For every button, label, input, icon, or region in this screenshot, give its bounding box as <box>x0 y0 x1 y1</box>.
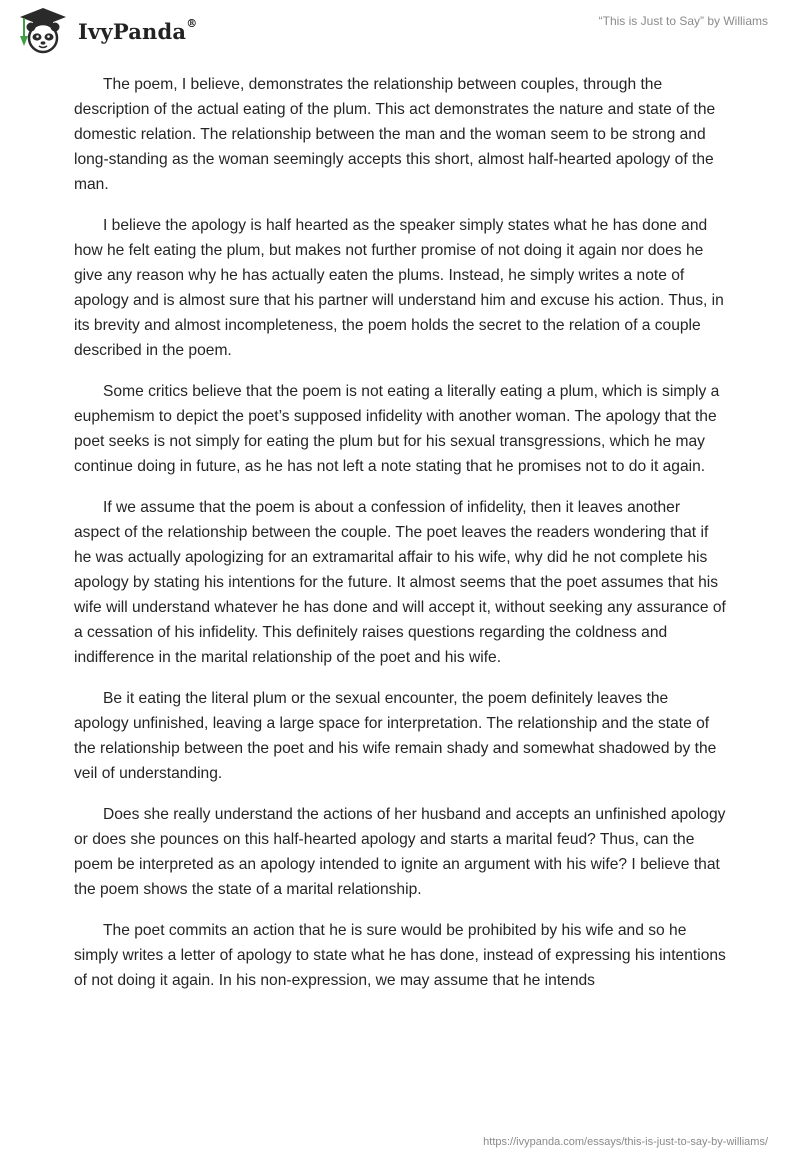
page-header <box>0 0 800 70</box>
source-url-link[interactable]: https://ivypanda.com/essays/this-is-just-to-say-by-williams/ <box>483 1136 768 1148</box>
brand-name-text: IvyPanda <box>78 18 187 44</box>
paragraph: The poem, I believe, demonstrates the relationship between couples, through the description of the actual eating of the plum. This act demonstrates the nature and state of the domestic relation. The relationship between the man and the woman seem to be strong and long-standing as the woman seemingly accepts this short, almost half-hearted apology of the man. <box>74 76 716 193</box>
paragraph: Does she really understand the actions of her husband and accepts an unfinished apology or does she pounces on this half-hearted apology and starts a marital feud? Thus, can the poem be interpreted as an apology intended to ignite an argument with his wife? I believe that the poem shows the state of a marital relationship. <box>74 806 726 898</box>
brand-logo[interactable] <box>14 6 197 56</box>
paragraph: The poet commits an action that he is sure would be prohibited by his wife and so he simply writes a letter of apology to state what he has done, instead of expressing his intentions of not doing it again. In his non-expression, we may assume that he intends <box>74 922 726 989</box>
paragraph: I believe the apology is half hearted as the speaker simply states what he has done and how he felt eating the plum, but makes not further promise of not doing it again nor does he give any reason why he has actually eaten the plums. Instead, he simply writes a note of apology and is almost sure that his partner will understand him and excuse his action. Thus, in its brevity and almost incompleteness, the poem holds the secret to the relation of a couple described in the poem. <box>74 217 724 359</box>
panda-logo-icon <box>14 6 72 56</box>
paragraph: Some critics believe that the poem is not eating a literally eating a plum, which is simply a euphemism to depict the poet’s supposed infidelity with another woman. The apology that the poet seeks is not simply for eating the plum but for his sexual transgressions, which he may continue doing in future, as he has not left a note stating that he promises not to do it again. <box>74 383 720 475</box>
registered-mark: ® <box>186 16 198 30</box>
essay-body <box>74 72 726 1009</box>
document-title: “This is Just to Say” by Williams <box>598 14 768 28</box>
brand-name <box>78 16 198 44</box>
paragraph: Be it eating the literal plum or the sexual encounter, the poem definitely leaves the apology unfinished, leaving a large space for interpretation. The relationship and the state of the relationship between the poet and his wife remain shady and somewhat shadowed by the veil of understanding. <box>74 690 717 782</box>
paragraph: If we assume that the poem is about a confession of infidelity, then it leaves another aspect of the relationship between the couple. The poet leaves the readers wondering that if he was actually apologizing for an extramarital affair to his wife, why did he not complete his apology by stating his intentions for the future. It almost seems that the poet assumes that his wife will understand whatever he has done and will accept it, without seeking any assurance of a cessation of his infidelity. This definitely raises questions regarding the coldness and indifference in the marital relationship of the poet and his wife. <box>74 499 726 666</box>
